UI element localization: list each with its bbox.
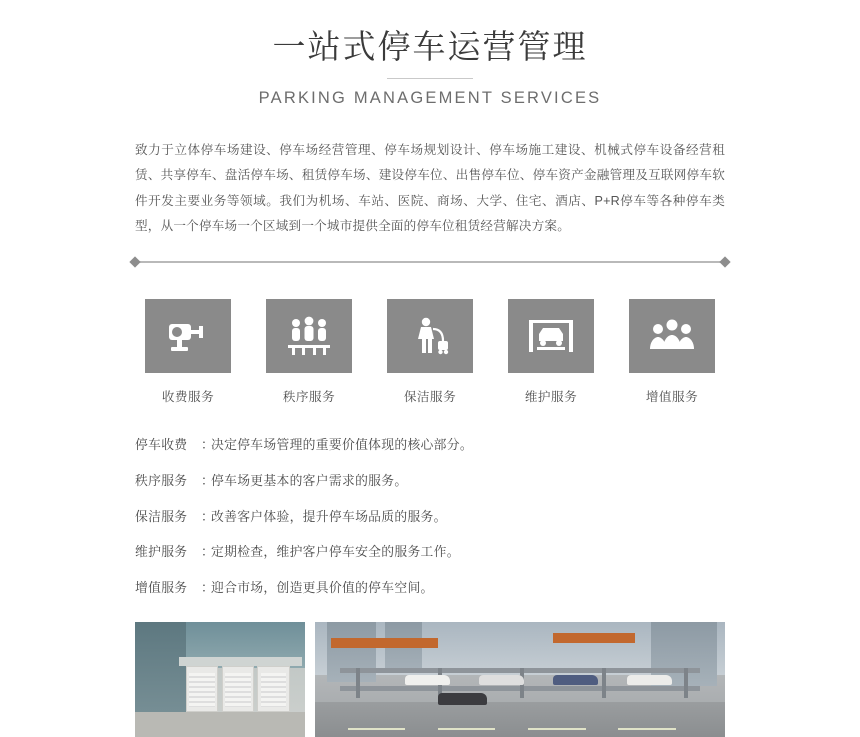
divider-dot-left-icon xyxy=(129,256,140,267)
parking-meter-icon xyxy=(165,316,211,356)
service-tile xyxy=(145,299,231,373)
description-row xyxy=(135,439,725,452)
service-label: 保洁服务 xyxy=(403,390,457,404)
garage-door-1 xyxy=(186,666,218,712)
photo-car-white xyxy=(405,675,450,685)
service-description-list xyxy=(135,439,725,595)
description-text: 决定停车场管理的重要价值体现的核心部分。 xyxy=(211,437,473,452)
photo-orange-band-1 xyxy=(331,638,438,648)
garage-door-3 xyxy=(257,666,289,712)
multilevel-parking-photo xyxy=(315,622,725,737)
garage-door-2 xyxy=(222,666,254,712)
photo-parking-line xyxy=(528,728,585,730)
divider-dot-right-icon xyxy=(719,256,730,267)
service-item-maintenance[interactable] xyxy=(498,299,604,405)
page-title: 一站式停车运营管理 xyxy=(272,28,588,65)
service-tile xyxy=(629,299,715,373)
people-order-icon xyxy=(286,315,332,357)
service-tile xyxy=(266,299,352,373)
photo-column xyxy=(602,668,606,698)
description-text: 改善客户体验，提升停车场品质的服务。 xyxy=(211,508,447,524)
value-added-people-icon xyxy=(649,317,695,355)
photo-car-silver xyxy=(479,675,524,685)
photo-building-left xyxy=(327,622,376,682)
description-separator: ： xyxy=(201,508,215,524)
service-label: 增值服务 xyxy=(645,390,699,404)
description-separator: ： xyxy=(201,437,215,452)
garage-door-photo xyxy=(135,622,305,737)
photo-ground xyxy=(135,712,305,737)
description-row xyxy=(135,546,725,559)
photo-canopy xyxy=(179,657,301,666)
intro-paragraph: 致力于立体停车场建设、停车场经营管理、停车场规划设计、停车场施工建设、机械式停车设备经营租赁、共享停车、盘活停车场、租赁停车场、建设停车位、出售停车位、停车资产金融管理及互联网停车软件开发主要业务等领域。我们为机场、车站、医院、商场、大学、住宅、酒店、P+R停车等各种停车类型，从一个停车场一个区域到一个城市提供全面的停车位租赁经营解决方案。 xyxy=(135,143,725,233)
title-divider xyxy=(387,78,473,79)
description-term: 停车收费 xyxy=(135,437,188,452)
description-text: 停车场更基本的客户需求的服务。 xyxy=(211,472,408,488)
service-item-value-added[interactable] xyxy=(619,299,725,405)
description-term: 增值服务 xyxy=(135,580,188,596)
description-separator: ： xyxy=(201,544,215,560)
description-text: 定期检查，维护客户停车安全的服务工作。 xyxy=(211,544,460,560)
photo-car-dark xyxy=(438,693,487,705)
photo-column xyxy=(684,668,688,698)
photo-parking-line xyxy=(618,728,675,730)
section-divider xyxy=(135,257,725,267)
photo-orange-band-2 xyxy=(553,633,635,642)
photo-car-white-2 xyxy=(627,675,672,685)
service-item-cleaning[interactable] xyxy=(377,299,483,405)
description-separator: ： xyxy=(201,472,215,488)
photo-parking-line xyxy=(348,728,405,730)
service-label: 秩序服务 xyxy=(282,390,336,404)
photo-column xyxy=(356,668,360,698)
photo-row xyxy=(135,622,725,737)
description-row xyxy=(135,582,725,595)
description-term: 保洁服务 xyxy=(135,508,188,524)
service-label: 维护服务 xyxy=(524,390,578,404)
service-tile xyxy=(508,299,594,373)
description-term: 秩序服务 xyxy=(135,472,188,488)
description-term: 维护服务 xyxy=(135,544,188,560)
vacuum-cleaning-icon xyxy=(408,315,452,357)
description-row xyxy=(135,472,725,488)
service-icon-row xyxy=(135,299,725,405)
description-separator: ： xyxy=(201,580,215,596)
page-header xyxy=(0,0,860,108)
divider-line xyxy=(135,261,725,263)
photo-parking-line xyxy=(438,728,495,730)
service-item-fee[interactable] xyxy=(135,299,241,405)
service-tile xyxy=(387,299,473,373)
car-lift-maintenance-icon xyxy=(527,316,575,356)
description-row xyxy=(135,508,725,524)
photo-ground xyxy=(315,702,725,737)
photo-car-blue xyxy=(553,675,598,685)
page-subtitle: PARKING MANAGEMENT SERVICES xyxy=(258,89,602,108)
service-item-order[interactable] xyxy=(256,299,362,405)
service-label: 收费服务 xyxy=(161,390,215,404)
description-text: 迎合市场，创造更具价值的停车空间。 xyxy=(211,580,434,596)
